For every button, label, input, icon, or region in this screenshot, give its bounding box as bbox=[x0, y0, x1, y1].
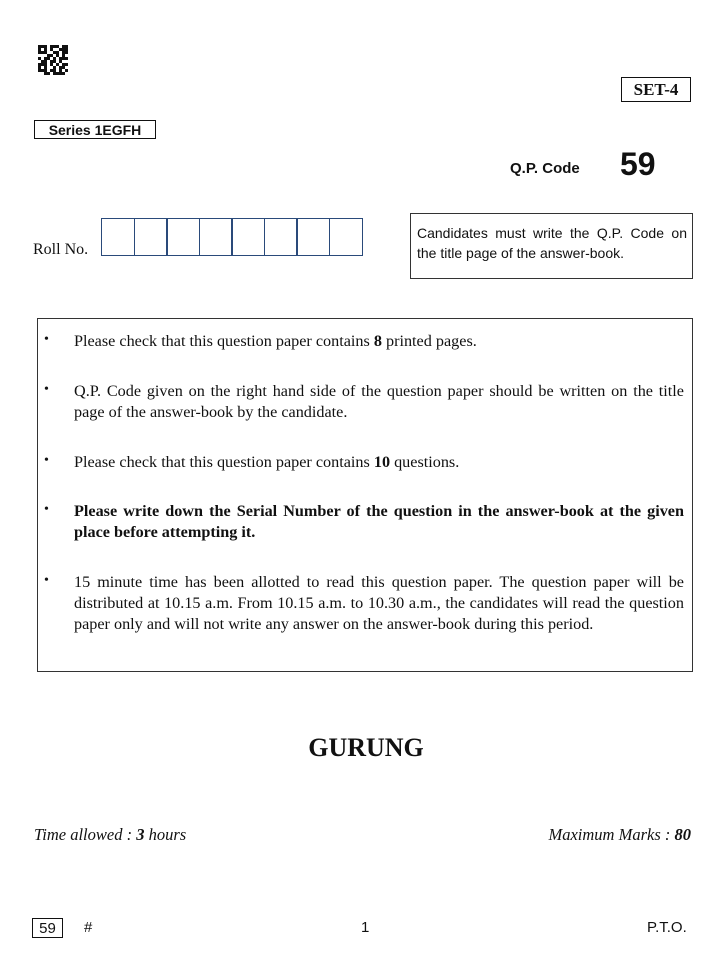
roll-number-box[interactable] bbox=[199, 218, 233, 256]
roll-number-box[interactable] bbox=[134, 218, 168, 256]
roll-number-box[interactable] bbox=[101, 218, 135, 256]
candidate-note: Candidates must write the Q.P. Code on the title page of the answer-book. bbox=[410, 213, 693, 279]
instruction-item: Please check that this question paper contains 8 printed pages. bbox=[74, 332, 477, 350]
footer-hash: # bbox=[84, 919, 93, 936]
maximum-marks-value: 80 bbox=[674, 825, 691, 844]
roll-number-box[interactable] bbox=[166, 218, 200, 256]
roll-number-label: Roll No. bbox=[33, 241, 89, 258]
bullet-icon: • bbox=[44, 453, 49, 468]
maximum-marks-label: Maximum Marks : bbox=[548, 825, 675, 844]
bullet-icon: • bbox=[44, 502, 49, 517]
pto-label: P.T.O. bbox=[647, 919, 687, 936]
series-label: Series 1EGFH bbox=[34, 120, 156, 139]
page-number: 1 bbox=[361, 919, 370, 936]
instruction-item: 15 minute time has been allotted to read this question paper. The question paper will be distributed at 10.15 a.m. From 10.15 a.m. to 10.30 a.m., the candidates will read the question paper only and will not write any answer on the answer-book during this period. bbox=[74, 573, 684, 633]
roll-number-box[interactable] bbox=[329, 218, 363, 256]
roll-number-boxes bbox=[101, 218, 361, 256]
qr-code bbox=[38, 45, 68, 75]
time-allowed-value: 3 bbox=[136, 825, 145, 844]
instruction-item: Please check that this question paper contains 10 questions. bbox=[74, 453, 460, 471]
instruction-item: Q.P. Code given on the right hand side of the question paper should be written on the title page of the answer-book by the candidate. bbox=[74, 382, 684, 421]
bullet-icon: • bbox=[44, 573, 49, 588]
footer-code: 59 bbox=[32, 918, 63, 938]
roll-number-box[interactable] bbox=[264, 218, 298, 256]
qp-code-value: 59 bbox=[620, 146, 656, 182]
instructions-box bbox=[37, 318, 693, 672]
time-allowed bbox=[34, 825, 186, 845]
time-allowed-unit: hours bbox=[144, 825, 187, 844]
subject-title: GURUNG bbox=[308, 733, 424, 762]
roll-number-box[interactable] bbox=[296, 218, 330, 256]
roll-number-box[interactable] bbox=[231, 218, 265, 256]
qp-code-label: Q.P. Code bbox=[510, 160, 580, 177]
bullet-icon: • bbox=[44, 332, 49, 347]
bullet-icon: • bbox=[44, 382, 49, 397]
maximum-marks bbox=[548, 825, 691, 845]
time-allowed-label: Time allowed : bbox=[34, 825, 137, 844]
instruction-item: Please write down the Serial Number of the question in the answer-book at the given place before attempting it. bbox=[74, 502, 684, 541]
set-label: SET-4 bbox=[621, 77, 691, 102]
